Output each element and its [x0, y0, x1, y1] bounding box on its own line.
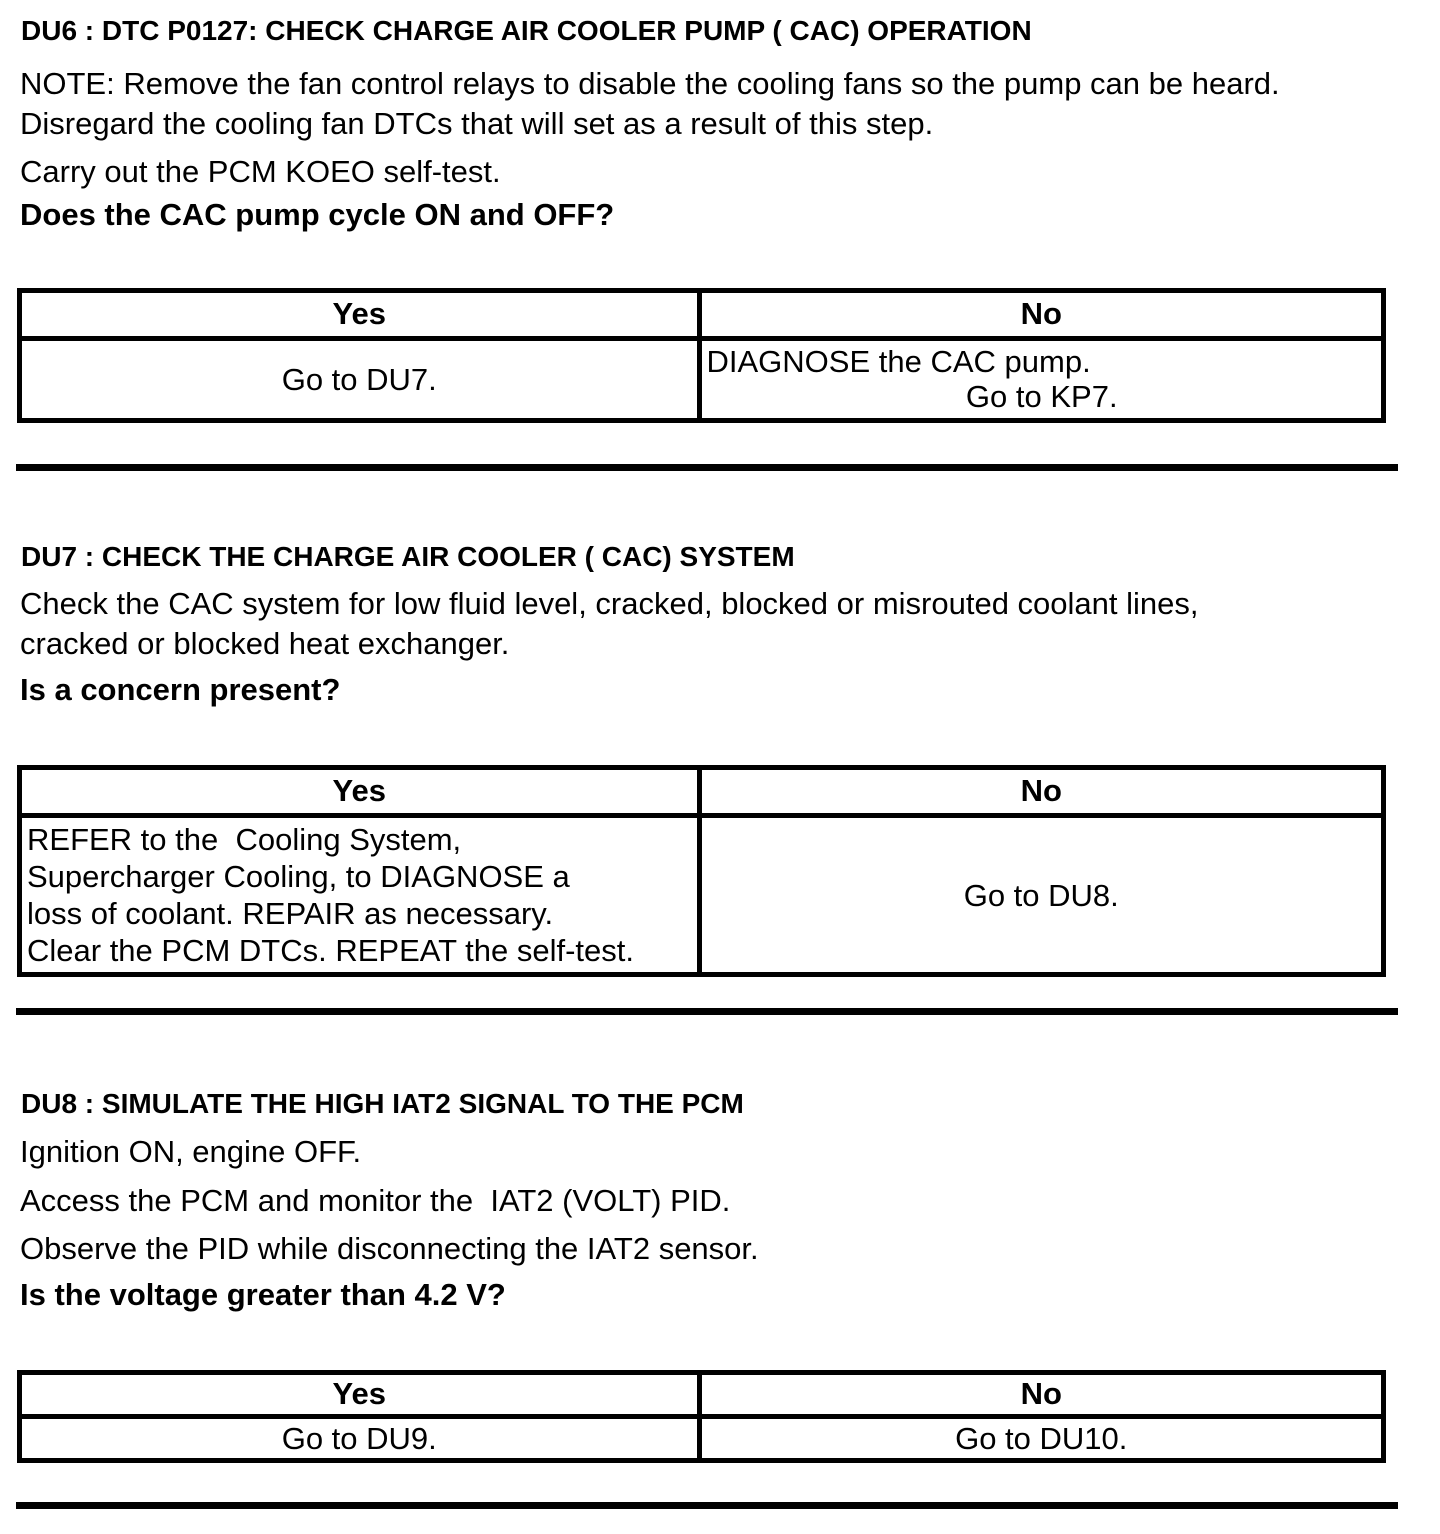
no-cell-text: Go to DU8. [963, 877, 1119, 913]
no-cell [702, 341, 1382, 418]
section-divider [16, 1502, 1398, 1509]
section-divider [16, 464, 1398, 471]
yes-header-cell: Yes [22, 1375, 702, 1414]
yes-cell-line-1: REFER to the Cooling System, [27, 822, 462, 857]
section-heading-du7: DU7 : CHECK THE CHARGE AIR COOLER ( CAC) SYSTEM [21, 541, 795, 572]
yes-cell: Go to DU9. [22, 1419, 702, 1458]
note-line-1: NOTE: Remove the fan control relays to disable the cooling fans so the pump can be heard. [20, 66, 1280, 101]
table-header-row [22, 1375, 1381, 1414]
no-cell-line-2: Go to KP7. [965, 379, 1118, 414]
body-line-1: Ignition ON, engine OFF. [20, 1134, 362, 1169]
yes-header-cell: Yes [22, 293, 702, 336]
yes-cell [22, 341, 702, 418]
decision-table-du8 [17, 1370, 1386, 1463]
yes-cell-line-2: Supercharger Cooling, to DIAGNOSE a [27, 859, 570, 894]
table-body-row [22, 813, 1381, 972]
table-body-row [22, 336, 1381, 418]
body-line-2: cracked or blocked heat exchanger. [20, 626, 510, 661]
no-cell [702, 818, 1382, 972]
section-heading-du6: DU6 : DTC P0127: CHECK CHARGE AIR COOLER PUMP ( CAC) OPERATION [21, 15, 1032, 46]
no-cell: Go to DU10. [955, 1421, 1128, 1456]
decision-question: Is the voltage greater than 4.2 V? [20, 1277, 506, 1312]
table-header-row [22, 293, 1381, 336]
note-line-2: Disregard the cooling fan DTCs that will set as a result of this step. [20, 106, 934, 141]
body-line-2: Access the PCM and monitor the IAT2 (VOLT) PID. [20, 1183, 731, 1218]
no-header-cell: No [1020, 773, 1062, 808]
no-header-cell: No [1020, 1376, 1062, 1411]
decision-table-du7 [17, 765, 1386, 977]
section-divider [16, 1008, 1398, 1015]
yes-cell-text: Go to DU7. [281, 362, 437, 397]
no-header-cell: No [1020, 296, 1062, 331]
table-header-row [22, 770, 1381, 813]
table-body-row [22, 1414, 1381, 1458]
yes-header-cell: Yes [22, 770, 702, 813]
body-line-1: Check the CAC system for low fluid level, cracked, blocked or misrouted coolant lines, [20, 586, 1199, 621]
no-cell-line-1: DIAGNOSE the CAC pump. [706, 344, 1091, 379]
section-heading-du8: DU8 : SIMULATE THE HIGH IAT2 SIGNAL TO THE PCM [21, 1088, 744, 1119]
decision-table-du6 [17, 288, 1386, 423]
decision-question: Is a concern present? [20, 672, 341, 707]
yes-cell-line-4: Clear the PCM DTCs. REPEAT the self-test. [27, 933, 634, 968]
body-line-3: Observe the PID while disconnecting the IAT2 sensor. [20, 1231, 759, 1266]
decision-question: Does the CAC pump cycle ON and OFF? [20, 197, 615, 232]
yes-cell-line-3: loss of coolant. REPAIR as necessary. [27, 896, 554, 931]
yes-cell [22, 818, 702, 972]
step-text: Carry out the PCM KOEO self-test. [20, 154, 501, 189]
